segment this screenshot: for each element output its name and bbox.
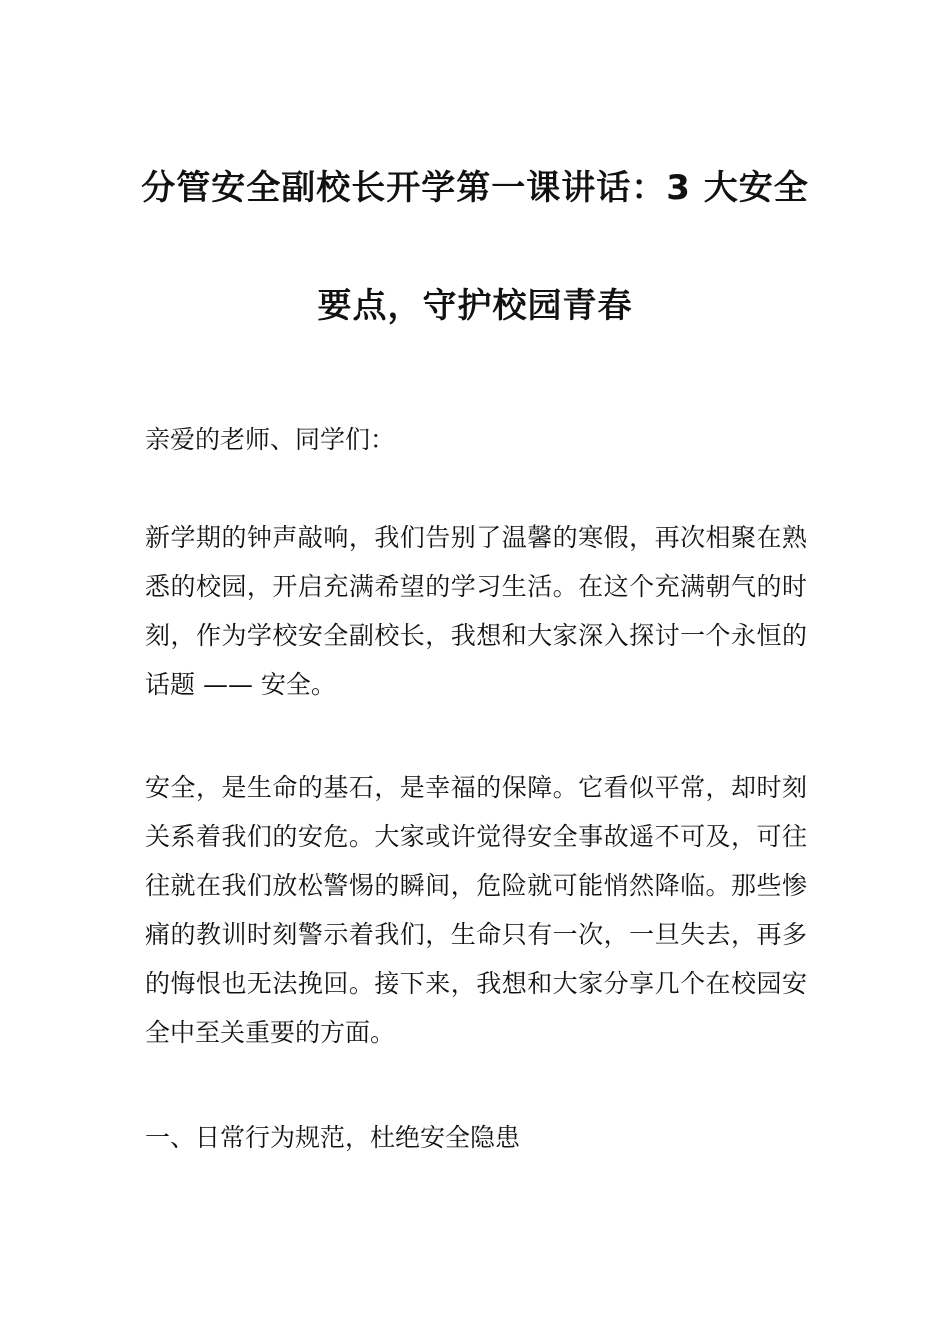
paragraph-safety-importance: 安全，是生命的基石，是幸福的保障。它看似平常，却时刻关系着我们的安危。大家或许觉得安全事故遥不可及，可往往就在我们放松警惕的瞬间，危险就可能悄然降临。那些惨痛的教训时刻警示着我们，生命只有一次，一旦失去，再多的悔恨也无法挽回。接下来，我想和大家分享几个在校园安全中至关重要的方面。 bbox=[145, 773, 807, 1047]
document-title-line-1: 分管安全副校长开学第一课讲话：3 大安全 bbox=[141, 168, 809, 208]
salutation: 亲爱的老师、同学们： bbox=[145, 425, 396, 454]
paragraph-intro: 新学期的钟声敲响，我们告别了温馨的寒假，再次相聚在熟悉的校园，开启充满希望的学习生活。在这个充满朝气的时刻，作为学校安全副校长，我想和大家深入探讨一个永恒的话题 —— 安全。 bbox=[145, 523, 807, 699]
document-title-line-2: 要点，守护校园青春 bbox=[317, 286, 633, 326]
section-heading-1: 一、日常行为规范，杜绝安全隐患 bbox=[145, 1123, 521, 1152]
